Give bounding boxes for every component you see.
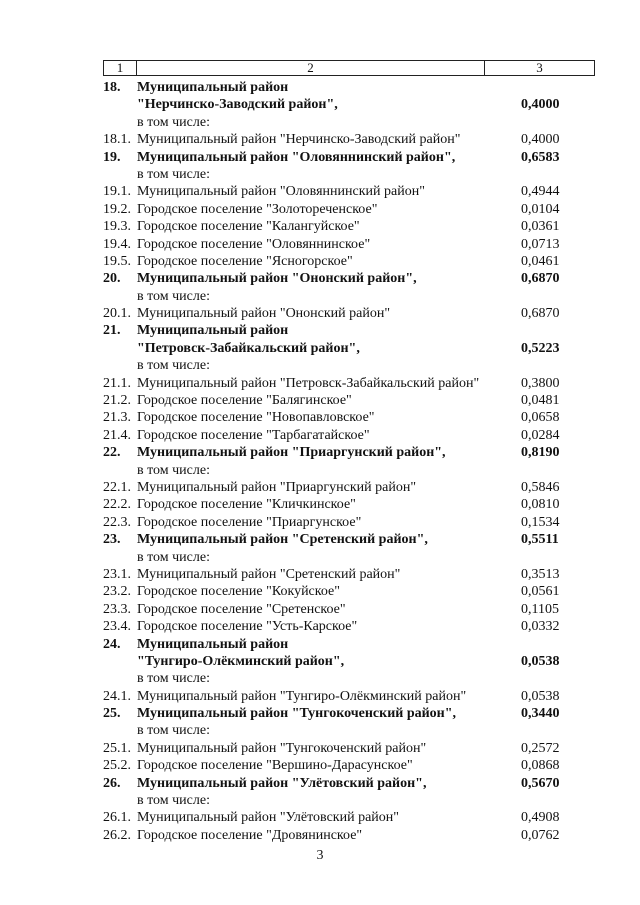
row-number: 25. [103, 706, 121, 722]
row-name: в том числе: [137, 166, 210, 182]
row-number: 21.4. [103, 427, 131, 443]
row-name: Муниципальный район "Ононский район" [137, 306, 391, 322]
table-row [0, 79, 640, 96]
table-row [0, 392, 640, 409]
row-number: 19.4. [103, 236, 131, 252]
row-value: 0,4000 [521, 132, 560, 148]
row-value: 0,0561 [521, 584, 560, 600]
row-name: Муниципальный район "Петровск-Забайкальский район" [137, 375, 480, 391]
row-name: в том числе: [137, 462, 210, 478]
row-name: Городское поселение "Вершино-Дарасунское" [137, 758, 413, 774]
table-row [0, 218, 640, 235]
row-value: 0,5223 [521, 340, 560, 356]
table-row [0, 253, 640, 270]
row-name: Городское поселение "Новопавловское" [137, 410, 375, 426]
table-row [0, 183, 640, 200]
row-number: 22.1. [103, 479, 131, 495]
row-name: Городское поселение "Тарбагатайское" [137, 427, 370, 443]
row-value: 0,3513 [521, 566, 560, 582]
table-row [0, 357, 640, 374]
row-number: 21.3. [103, 410, 131, 426]
row-number: 25.2. [103, 758, 131, 774]
row-number: 22.3. [103, 514, 131, 530]
row-name: Городское поселение "Золотореченское" [137, 201, 378, 217]
table-row [0, 775, 640, 792]
row-number: 18. [103, 80, 121, 95]
row-number: 25.1. [103, 740, 131, 756]
table-row [0, 583, 640, 600]
row-name: "Тунгиро-Олёкминский район", [137, 653, 345, 669]
row-number: 19.2. [103, 201, 131, 217]
row-number: 22.2. [103, 497, 131, 513]
row-name: Городское поселение "Кокуйское" [137, 584, 340, 600]
row-name: Муниципальный район [137, 80, 289, 95]
table-row [0, 131, 640, 148]
table-row [0, 236, 640, 253]
row-value: 0,0762 [521, 827, 560, 843]
row-number: 21. [103, 323, 121, 339]
row-value: 0,4908 [521, 810, 560, 826]
row-value: 0,0332 [521, 619, 560, 635]
table-row [0, 809, 640, 826]
table-row [0, 688, 640, 705]
row-number: 24. [103, 636, 121, 652]
row-name: в том числе: [137, 114, 210, 130]
row-value: 0,3440 [521, 706, 560, 722]
table-row [0, 201, 640, 218]
table-row [0, 340, 640, 357]
table-row [0, 305, 640, 322]
row-value: 0,0538 [521, 653, 560, 669]
row-value: 0,6870 [521, 306, 560, 322]
table-row [0, 636, 640, 653]
table-row [0, 96, 640, 113]
row-name: Городское поселение "Приаргунское" [137, 514, 362, 530]
row-number: 23. [103, 532, 121, 548]
row-value: 0,8190 [521, 445, 560, 461]
row-number: 23.2. [103, 584, 131, 600]
row-number: 21.1. [103, 375, 131, 391]
row-name: Муниципальный район "Оловяннинский район" [137, 184, 425, 200]
row-value: 0,0658 [521, 410, 560, 426]
row-value: 0,0481 [521, 393, 560, 409]
row-name: Муниципальный район "Тунгокоченский район", [137, 706, 457, 722]
row-name: Городское поселение "Балягинское" [137, 393, 352, 409]
page-number: 3 [316, 848, 324, 863]
row-name: в том числе: [137, 288, 210, 304]
table-row [0, 740, 640, 757]
table-row [0, 322, 640, 339]
row-name: Муниципальный район [137, 323, 289, 339]
table-header [103, 60, 595, 76]
table-row [0, 722, 640, 739]
row-name: Муниципальный район "Приаргунский район" [137, 479, 417, 495]
table-row [0, 705, 640, 722]
row-number: 20. [103, 271, 121, 287]
row-number: 24.1. [103, 688, 131, 704]
table-row [0, 601, 640, 618]
row-name: Муниципальный район "Сретенский район" [137, 566, 401, 582]
table-row [0, 288, 640, 305]
table-row [0, 375, 640, 392]
row-number: 19.1. [103, 184, 131, 200]
row-name: в том числе: [137, 358, 210, 374]
row-value: 0,1105 [521, 601, 559, 617]
row-value: 0,0810 [521, 497, 560, 513]
table-row [0, 114, 640, 131]
table-row [0, 462, 640, 479]
row-value: 0,6583 [521, 149, 560, 165]
row-value: 0,0361 [521, 219, 560, 235]
row-name: в том числе: [137, 723, 210, 739]
table-row [0, 827, 640, 844]
row-value: 0,5846 [521, 479, 560, 495]
row-name: Городское поселение "Усть-Карское" [137, 619, 358, 635]
table-row [0, 653, 640, 670]
row-number: 22. [103, 445, 121, 461]
row-value: 0,6870 [521, 271, 560, 287]
row-name: "Нерчинско-Заводский район", [137, 97, 338, 113]
row-name: Муниципальный район "Сретенский район", [137, 532, 428, 548]
row-name: Муниципальный район "Оловяннинский район", [137, 149, 456, 165]
row-value: 0,0104 [521, 201, 560, 217]
row-number: 19. [103, 149, 121, 165]
table-row [0, 496, 640, 513]
row-name: Городское поселение "Дровянинское" [137, 827, 363, 843]
row-name: Городское поселение "Калангуйское" [137, 219, 360, 235]
row-number: 26. [103, 775, 121, 791]
row-number: 26.1. [103, 810, 131, 826]
row-number: 19.5. [103, 253, 131, 269]
row-value: 0,4000 [521, 97, 560, 113]
row-value: 0,3800 [521, 375, 560, 391]
row-name: Муниципальный район "Тунгокоченский район" [137, 740, 427, 756]
row-value: 0,0868 [521, 758, 560, 774]
row-name: Муниципальный район "Тунгиро-Олёкминский район" [137, 688, 467, 704]
table-row [0, 270, 640, 287]
row-value: 0,1534 [521, 514, 560, 530]
row-number: 18.1. [103, 132, 131, 148]
table-row [0, 757, 640, 774]
table-row [0, 618, 640, 635]
row-name: Муниципальный район [137, 636, 289, 652]
row-name: Городское поселение "Сретенское" [137, 601, 346, 617]
row-value: 0,4944 [521, 184, 560, 200]
table-row [0, 444, 640, 461]
table-row [0, 549, 640, 566]
row-value: 0,0538 [521, 688, 560, 704]
table-row [0, 531, 640, 548]
table-row [0, 427, 640, 444]
row-value: 0,2572 [521, 740, 560, 756]
row-number: 23.1. [103, 566, 131, 582]
row-name: Городское поселение "Кличкинское" [137, 497, 356, 513]
table-row [0, 670, 640, 687]
row-value: 0,5511 [521, 532, 559, 548]
row-name: Муниципальный район "Нерчинско-Заводский район" [137, 132, 461, 148]
row-number: 19.3. [103, 219, 131, 235]
row-name: Муниципальный район "Ононский район", [137, 271, 417, 287]
row-name: Муниципальный район "Улётовский район" [137, 810, 399, 826]
row-number: 21.2. [103, 393, 131, 409]
table-row [0, 514, 640, 531]
table-row [0, 166, 640, 183]
row-name: Городское поселение "Ясногорское" [137, 253, 353, 269]
row-name: Муниципальный район "Улётовский район", [137, 775, 427, 791]
header-col-3: 3 [536, 60, 543, 75]
row-name: в том числе: [137, 793, 210, 809]
row-number: 23.3. [103, 601, 131, 617]
row-name: "Петровск-Забайкальский район", [137, 340, 360, 356]
table-body [0, 79, 640, 844]
table-row [0, 566, 640, 583]
row-number: 20.1. [103, 306, 131, 322]
header-col-2: 2 [137, 61, 485, 75]
row-name: Муниципальный район "Приаргунский район", [137, 445, 446, 461]
table-row [0, 409, 640, 426]
row-value: 0,0284 [521, 427, 560, 443]
row-number: 23.4. [103, 619, 131, 635]
row-value: 0,5670 [521, 775, 560, 791]
table-row [0, 792, 640, 809]
row-name: Городское поселение "Оловяннинское" [137, 236, 371, 252]
row-value: 0,0713 [521, 236, 560, 252]
row-name: в том числе: [137, 671, 210, 687]
row-number: 26.2. [103, 827, 131, 843]
header-col-1: 1 [104, 61, 137, 75]
row-value: 0,0461 [521, 253, 560, 269]
table-row [0, 479, 640, 496]
row-name: в том числе: [137, 549, 210, 565]
table-row [0, 149, 640, 166]
